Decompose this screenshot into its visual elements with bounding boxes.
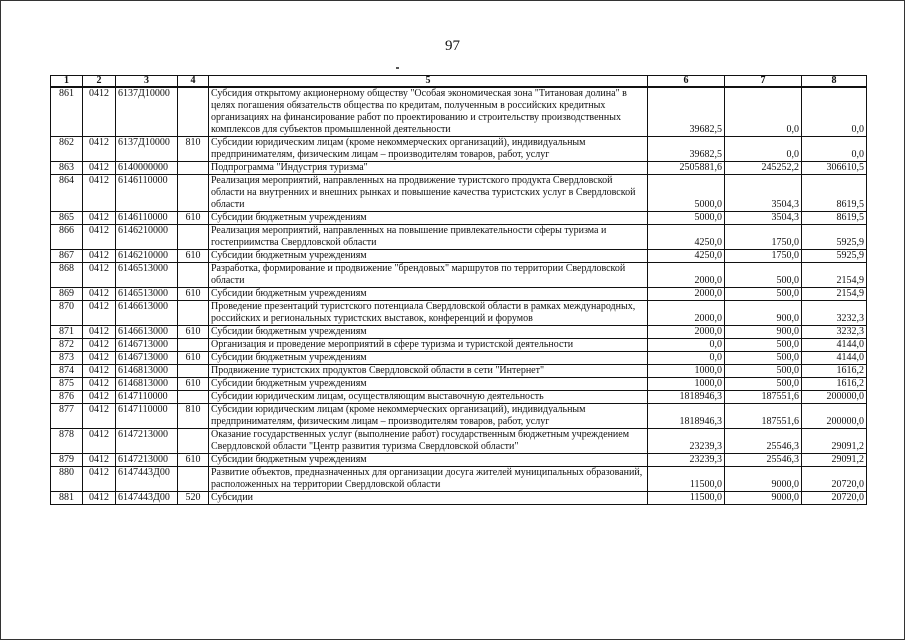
table-row <box>51 352 867 365</box>
target-code-cell: 6147443Д00 <box>116 492 178 505</box>
table-row <box>51 391 867 404</box>
target-code-cell: 6146110000 <box>116 212 178 225</box>
row-number-cell: 871 <box>51 326 83 339</box>
amount-col8-cell: 3232,3 <box>802 301 867 326</box>
amount-col6-cell: 1000,0 <box>648 365 725 378</box>
row-number-cell: 877 <box>51 404 83 429</box>
target-code-cell: 6137Д10000 <box>116 137 178 162</box>
table-row <box>51 225 867 250</box>
target-code-cell: 6146613000 <box>116 301 178 326</box>
section-code-cell: 0412 <box>83 250 116 263</box>
table-row <box>51 87 867 137</box>
expense-type-code-cell: 810 <box>178 404 209 429</box>
expense-type-code-cell: 520 <box>178 492 209 505</box>
target-code-cell: 6146210000 <box>116 250 178 263</box>
table-row <box>51 378 867 391</box>
description-cell: Субсидии бюджетным учреждениям <box>209 288 648 301</box>
amount-col7-cell: 900,0 <box>725 301 802 326</box>
amount-col7-cell: 0,0 <box>725 87 802 137</box>
expense-type-code-cell <box>178 467 209 492</box>
row-number-cell: 865 <box>51 212 83 225</box>
amount-col8-cell: 8619,5 <box>802 175 867 212</box>
row-number-cell: 861 <box>51 87 83 137</box>
description-cell: Проведение презентаций туристского потенциала Свердловской области в рамках международных, российских и региональных туристских выставок, конференций и форумов <box>209 301 648 326</box>
amount-col6-cell: 1818946,3 <box>648 404 725 429</box>
expense-type-code-cell: 610 <box>178 288 209 301</box>
amount-col8-cell: 5925,9 <box>802 250 867 263</box>
amount-col7-cell: 187551,6 <box>725 391 802 404</box>
amount-col8-cell: 29091,2 <box>802 454 867 467</box>
amount-col7-cell: 500,0 <box>725 339 802 352</box>
amount-col8-cell: 2154,9 <box>802 263 867 288</box>
amount-col6-cell: 2000,0 <box>648 301 725 326</box>
scan-mark <box>396 67 399 69</box>
expense-type-code-cell <box>178 429 209 454</box>
table-row <box>51 492 867 505</box>
expense-type-code-cell: 610 <box>178 326 209 339</box>
amount-col6-cell: 11500,0 <box>648 492 725 505</box>
amount-col7-cell: 500,0 <box>725 352 802 365</box>
amount-col6-cell: 11500,0 <box>648 467 725 492</box>
table-row <box>51 250 867 263</box>
description-cell: Субсидии <box>209 492 648 505</box>
description-cell: Субсидии бюджетным учреждениям <box>209 250 648 263</box>
amount-col6-cell: 39682,5 <box>648 87 725 137</box>
table-row <box>51 404 867 429</box>
expense-type-code-cell <box>178 365 209 378</box>
target-code-cell: 6146513000 <box>116 288 178 301</box>
target-code-cell: 6146513000 <box>116 263 178 288</box>
row-number-cell: 867 <box>51 250 83 263</box>
column-header-6: 6 <box>648 76 725 88</box>
amount-col6-cell: 5000,0 <box>648 212 725 225</box>
row-number-cell: 880 <box>51 467 83 492</box>
table-row <box>51 326 867 339</box>
page-number: 97 <box>445 38 460 54</box>
amount-col7-cell: 9000,0 <box>725 467 802 492</box>
description-cell: Субсидия открытому акционерному обществу "Особая экономическая зона "Титановая долина" в целях погашения обязательств общества по кредитам, полученным в российских кредитных организациях на финансирование работ по проектированию и строительству производственных комплексов для субъектов промышленной деятельности <box>209 87 648 137</box>
expense-type-code-cell: 610 <box>178 378 209 391</box>
description-cell: Субсидии бюджетным учреждениям <box>209 454 648 467</box>
description-cell: Оказание государственных услуг (выполнение работ) государственным бюджетным учреждением Свердловской области "Центр развития туризма Свердловской области" <box>209 429 648 454</box>
section-code-cell: 0412 <box>83 87 116 137</box>
amount-col7-cell: 500,0 <box>725 365 802 378</box>
table-row <box>51 339 867 352</box>
amount-col7-cell: 25546,3 <box>725 454 802 467</box>
amount-col8-cell: 1616,2 <box>802 365 867 378</box>
amount-col6-cell: 2000,0 <box>648 326 725 339</box>
description-cell: Развитие объектов, предназначенных для организации досуга жителей муниципальных образований, расположенных на территории Свердловской области <box>209 467 648 492</box>
amount-col8-cell: 0,0 <box>802 87 867 137</box>
table-row <box>51 162 867 175</box>
amount-col8-cell: 4144,0 <box>802 339 867 352</box>
amount-col6-cell: 0,0 <box>648 339 725 352</box>
column-header-4: 4 <box>178 76 209 88</box>
description-cell: Продвижение туристских продуктов Свердловской области в сети "Интернет" <box>209 365 648 378</box>
description-cell: Подпрограмма "Индустрия туризма" <box>209 162 648 175</box>
row-number-cell: 881 <box>51 492 83 505</box>
target-code-cell: 6146813000 <box>116 365 178 378</box>
amount-col8-cell: 20720,0 <box>802 467 867 492</box>
description-cell: Субсидии юридическим лицам, осуществляющим выставочную деятельность <box>209 391 648 404</box>
expense-type-code-cell: 810 <box>178 137 209 162</box>
section-code-cell: 0412 <box>83 378 116 391</box>
target-code-cell: 6146613000 <box>116 326 178 339</box>
expense-type-code-cell <box>178 175 209 212</box>
target-code-cell: 6147443Д00 <box>116 467 178 492</box>
amount-col8-cell: 8619,5 <box>802 212 867 225</box>
description-cell: Разработка, формирование и продвижение "брендовых" маршрутов по территории Свердловской области <box>209 263 648 288</box>
row-number-cell: 872 <box>51 339 83 352</box>
row-number-cell: 864 <box>51 175 83 212</box>
budget-table <box>50 75 867 505</box>
amount-col7-cell: 245252,2 <box>725 162 802 175</box>
expense-type-code-cell: 610 <box>178 454 209 467</box>
amount-col8-cell: 1616,2 <box>802 378 867 391</box>
target-code-cell: 6147110000 <box>116 391 178 404</box>
description-cell: Субсидии бюджетным учреждениям <box>209 326 648 339</box>
expense-type-code-cell: 610 <box>178 212 209 225</box>
row-number-cell: 874 <box>51 365 83 378</box>
expense-type-code-cell <box>178 162 209 175</box>
expense-type-code-cell <box>178 391 209 404</box>
target-code-cell: 6146110000 <box>116 175 178 212</box>
amount-col7-cell: 1750,0 <box>725 250 802 263</box>
description-cell: Субсидии юридическим лицам (кроме некоммерческих организаций), индивидуальным предпринимателям, физическим лицам – производителям товаров, работ, услуг <box>209 137 648 162</box>
row-number-cell: 863 <box>51 162 83 175</box>
amount-col8-cell: 200000,0 <box>802 404 867 429</box>
table-row <box>51 212 867 225</box>
expense-type-code-cell <box>178 87 209 137</box>
amount-col8-cell: 2154,9 <box>802 288 867 301</box>
description-cell: Субсидии бюджетным учреждениям <box>209 352 648 365</box>
table-body <box>51 87 867 505</box>
amount-col7-cell: 25546,3 <box>725 429 802 454</box>
row-number-cell: 878 <box>51 429 83 454</box>
section-code-cell: 0412 <box>83 301 116 326</box>
section-code-cell: 0412 <box>83 391 116 404</box>
section-code-cell: 0412 <box>83 212 116 225</box>
amount-col8-cell: 0,0 <box>802 137 867 162</box>
target-code-cell: 6146210000 <box>116 225 178 250</box>
amount-col8-cell: 3232,3 <box>802 326 867 339</box>
table-row <box>51 301 867 326</box>
amount-col7-cell: 3504,3 <box>725 212 802 225</box>
section-code-cell: 0412 <box>83 467 116 492</box>
row-number-cell: 873 <box>51 352 83 365</box>
amount-col8-cell: 29091,2 <box>802 429 867 454</box>
amount-col7-cell: 500,0 <box>725 378 802 391</box>
amount-col6-cell: 2000,0 <box>648 288 725 301</box>
target-code-cell: 6147213000 <box>116 429 178 454</box>
column-header-2: 2 <box>83 76 116 88</box>
amount-col6-cell: 0,0 <box>648 352 725 365</box>
section-code-cell: 0412 <box>83 352 116 365</box>
column-header-1: 1 <box>51 76 83 88</box>
section-code-cell: 0412 <box>83 137 116 162</box>
row-number-cell: 862 <box>51 137 83 162</box>
table-row <box>51 454 867 467</box>
amount-col7-cell: 9000,0 <box>725 492 802 505</box>
amount-col6-cell: 1000,0 <box>648 378 725 391</box>
column-header-8: 8 <box>802 76 867 88</box>
table-row <box>51 365 867 378</box>
target-code-cell: 6147110000 <box>116 404 178 429</box>
amount-col6-cell: 4250,0 <box>648 225 725 250</box>
expense-type-code-cell <box>178 301 209 326</box>
amount-col6-cell: 5000,0 <box>648 175 725 212</box>
column-header-7: 7 <box>725 76 802 88</box>
section-code-cell: 0412 <box>83 175 116 212</box>
section-code-cell: 0412 <box>83 162 116 175</box>
description-cell: Субсидии юридическим лицам (кроме некоммерческих организаций), индивидуальным предпринимателям, физическим лицам – производителям товаров, работ, услуг <box>209 404 648 429</box>
amount-col6-cell: 2505881,6 <box>648 162 725 175</box>
amount-col8-cell: 306610,5 <box>802 162 867 175</box>
amount-col8-cell: 4144,0 <box>802 352 867 365</box>
amount-col8-cell: 200000,0 <box>802 391 867 404</box>
section-code-cell: 0412 <box>83 339 116 352</box>
table-row <box>51 137 867 162</box>
column-header-3: 3 <box>116 76 178 88</box>
section-code-cell: 0412 <box>83 225 116 250</box>
expense-type-code-cell <box>178 225 209 250</box>
row-number-cell: 866 <box>51 225 83 250</box>
row-number-cell: 879 <box>51 454 83 467</box>
amount-col8-cell: 5925,9 <box>802 225 867 250</box>
section-code-cell: 0412 <box>83 326 116 339</box>
target-code-cell: 6146713000 <box>116 352 178 365</box>
amount-col6-cell: 1818946,3 <box>648 391 725 404</box>
table-row <box>51 429 867 454</box>
amount-col7-cell: 3504,3 <box>725 175 802 212</box>
expense-type-code-cell <box>178 339 209 352</box>
description-cell: Субсидии бюджетным учреждениям <box>209 212 648 225</box>
table-row <box>51 263 867 288</box>
target-code-cell: 6146813000 <box>116 378 178 391</box>
expense-type-code-cell: 610 <box>178 250 209 263</box>
table-row <box>51 288 867 301</box>
amount-col7-cell: 1750,0 <box>725 225 802 250</box>
amount-col7-cell: 500,0 <box>725 288 802 301</box>
amount-col7-cell: 900,0 <box>725 326 802 339</box>
amount-col6-cell: 23239,3 <box>648 429 725 454</box>
expense-type-code-cell <box>178 263 209 288</box>
amount-col7-cell: 500,0 <box>725 263 802 288</box>
target-code-cell: 6147213000 <box>116 454 178 467</box>
table-row <box>51 175 867 212</box>
row-number-cell: 875 <box>51 378 83 391</box>
section-code-cell: 0412 <box>83 263 116 288</box>
section-code-cell: 0412 <box>83 454 116 467</box>
row-number-cell: 869 <box>51 288 83 301</box>
description-cell: Организация и проведение мероприятий в сфере туризма и туристской деятельности <box>209 339 648 352</box>
target-code-cell: 6137Д10000 <box>116 87 178 137</box>
amount-col7-cell: 0,0 <box>725 137 802 162</box>
amount-col8-cell: 20720,0 <box>802 492 867 505</box>
description-cell: Реализация мероприятий, направленных на продвижение туристского продукта Свердловской области на внутренних и внешних рынках и повышение качества туристских услуг в Свердловской области <box>209 175 648 212</box>
amount-col6-cell: 4250,0 <box>648 250 725 263</box>
section-code-cell: 0412 <box>83 365 116 378</box>
target-code-cell: 6140000000 <box>116 162 178 175</box>
amount-col6-cell: 23239,3 <box>648 454 725 467</box>
section-code-cell: 0412 <box>83 288 116 301</box>
column-header-5: 5 <box>209 76 648 88</box>
section-code-cell: 0412 <box>83 429 116 454</box>
row-number-cell: 868 <box>51 263 83 288</box>
row-number-cell: 876 <box>51 391 83 404</box>
description-cell: Субсидии бюджетным учреждениям <box>209 378 648 391</box>
amount-col6-cell: 39682,5 <box>648 137 725 162</box>
table-row <box>51 467 867 492</box>
amount-col7-cell: 187551,6 <box>725 404 802 429</box>
expense-type-code-cell: 610 <box>178 352 209 365</box>
row-number-cell: 870 <box>51 301 83 326</box>
target-code-cell: 6146713000 <box>116 339 178 352</box>
description-cell: Реализация мероприятий, направленных на повышение привлекательности сферы туризма и гостеприимства Свердловской области <box>209 225 648 250</box>
amount-col6-cell: 2000,0 <box>648 263 725 288</box>
table-header-row <box>51 76 867 88</box>
section-code-cell: 0412 <box>83 404 116 429</box>
section-code-cell: 0412 <box>83 492 116 505</box>
